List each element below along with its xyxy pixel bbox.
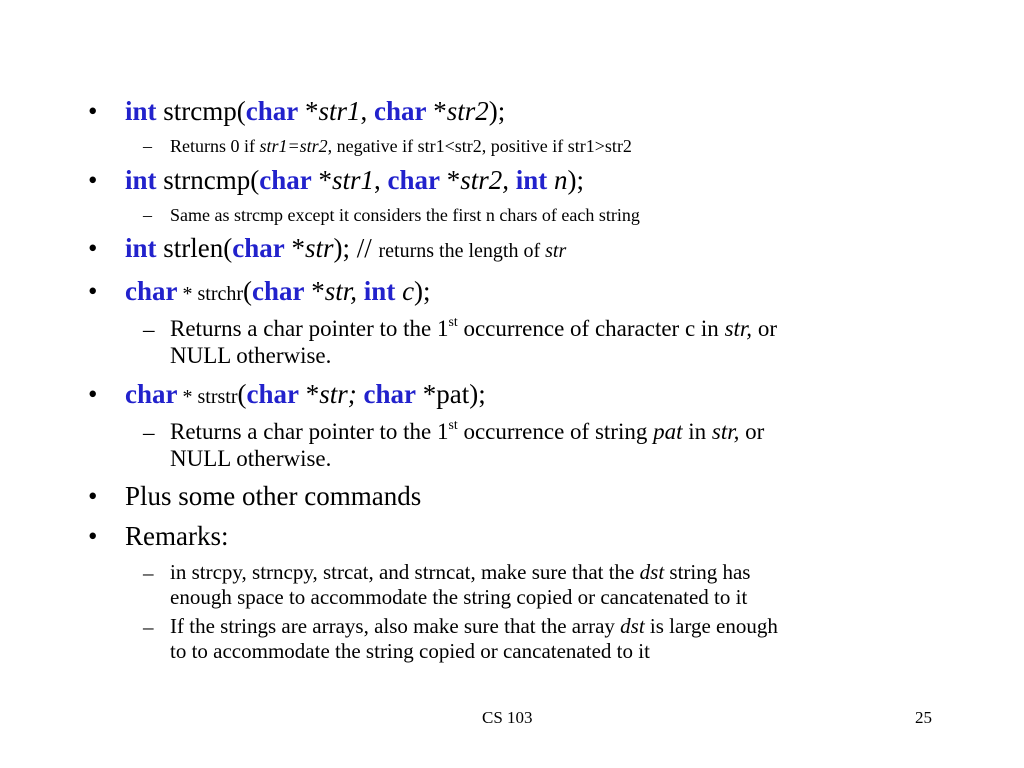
dash-marker: – [143,420,155,445]
ordinal-suffix: st [448,313,458,329]
pointer-star: * [304,276,325,306]
bullet-marker: • [88,233,98,263]
note-italic: dst [620,614,645,638]
param-name: str1 [331,165,375,195]
note-italic: pat [653,419,683,444]
note-text: Returns 0 if [170,136,260,156]
function-name: * strchr [177,283,244,305]
note-text: occurrence of character c in [457,316,725,341]
strcmp-signature [125,96,505,127]
pointer-star: * [426,96,447,126]
remark2-line1 [170,614,778,639]
bullet-marker: • [88,379,98,409]
separator [357,276,364,306]
separator: , [374,165,388,195]
pointer-star: * [440,165,461,195]
note-text: or [739,419,765,444]
remark1-line2: enough space to accommodate the string copied or cancatenated to it [170,585,748,609]
remark2-line2: to to accommodate the string copied or cancatenated to it [170,639,650,663]
keyword-char: char [374,96,427,126]
param-name: str2 [446,96,489,126]
param-name: str2, [460,165,510,195]
comment-text: returns the length of [378,240,546,262]
param-name: str; [319,379,357,409]
pointer-star: * [298,379,320,409]
note-text: string has [664,560,751,584]
note-text: Returns a char pointer to the 1 [170,316,449,341]
note-italic: str, [724,316,753,341]
function-name: * strstr [177,386,238,408]
keyword-int: int [125,165,157,195]
closing-paren: ); [567,165,585,195]
note-text: in strcpy, strncpy, strcat, and strncat, make sure that the [170,560,640,584]
strstr-note-line2: NULL otherwise. [170,446,332,471]
separator: , [360,96,375,126]
plus-commands: Plus some other commands [125,481,422,511]
param-name: str, [324,276,358,306]
note-text: in [682,419,712,444]
bullet-marker: • [88,521,98,551]
closing-paren: ); [488,96,506,126]
note-italic: str, [711,419,740,444]
opening-paren: ( [243,276,253,306]
keyword-char: char [259,165,312,195]
pointer-star: * [311,165,332,195]
strchr-note-line1 [170,313,777,342]
strncmp-signature [125,165,584,196]
ordinal-suffix: st [448,416,458,432]
opening-paren: ( [237,379,247,409]
strstr-note-line1 [170,416,765,445]
strcmp-note [170,136,632,157]
keyword-char: char [125,276,178,306]
footer-course: CS 103 [482,708,533,727]
param-rest: *pat); [415,379,486,409]
bullet-marker: • [88,96,98,126]
keyword-char: char [125,379,178,409]
note-text: Returns a char pointer to the 1 [170,419,449,444]
bullet-marker: • [88,165,98,195]
keyword-char: char [245,96,299,126]
dash-marker: – [143,136,152,156]
param-name: c [402,276,415,306]
keyword-char: char [363,379,416,409]
note-text: is large enough [644,614,778,638]
comment-arg: str [545,240,567,262]
closing-paren: ); // [333,233,379,263]
dash-marker: – [143,615,154,639]
function-name: strncmp( [156,165,260,195]
strlen-signature [125,233,566,264]
dash-marker: – [143,561,154,585]
note-italic: str1=str2 [259,136,328,156]
strchr-signature [125,276,431,307]
param-name: n [554,165,568,195]
closing-paren: ); [414,276,431,306]
keyword-int: int [363,276,396,306]
keyword-int: int [125,96,157,126]
param-name: str [304,233,334,263]
pointer-star: * [284,233,305,263]
function-name: strlen( [156,233,233,263]
note-text: or [752,316,777,341]
note-text: , negative if str1<str2, positive if str1>str2 [327,136,632,156]
note-text: If the strings are arrays, also make sure that the array [170,614,621,638]
separator [509,165,516,195]
function-name: strcmp( [156,96,246,126]
keyword-int: int [125,233,157,263]
note-italic: dst [639,560,665,584]
keyword-char: char [387,165,440,195]
keyword-char: char [232,233,285,263]
bullet-marker: • [88,276,98,306]
strstr-signature [125,379,486,410]
pointer-star: * [298,96,319,126]
remark1-line1 [170,560,750,585]
strncmp-note: Same as strcmp except it considers the first n chars of each string [170,205,640,225]
keyword-char: char [252,276,305,306]
remarks-heading: Remarks: [125,521,229,551]
note-text: occurrence of string [457,419,654,444]
strchr-note-line2: NULL otherwise. [170,343,332,368]
keyword-int: int [515,165,548,195]
param-name: str1 [318,96,361,126]
keyword-char: char [246,379,299,409]
dash-marker: – [143,317,155,342]
page-number: 25 [915,708,932,727]
dash-marker: – [143,205,152,225]
bullet-marker: • [88,481,98,511]
